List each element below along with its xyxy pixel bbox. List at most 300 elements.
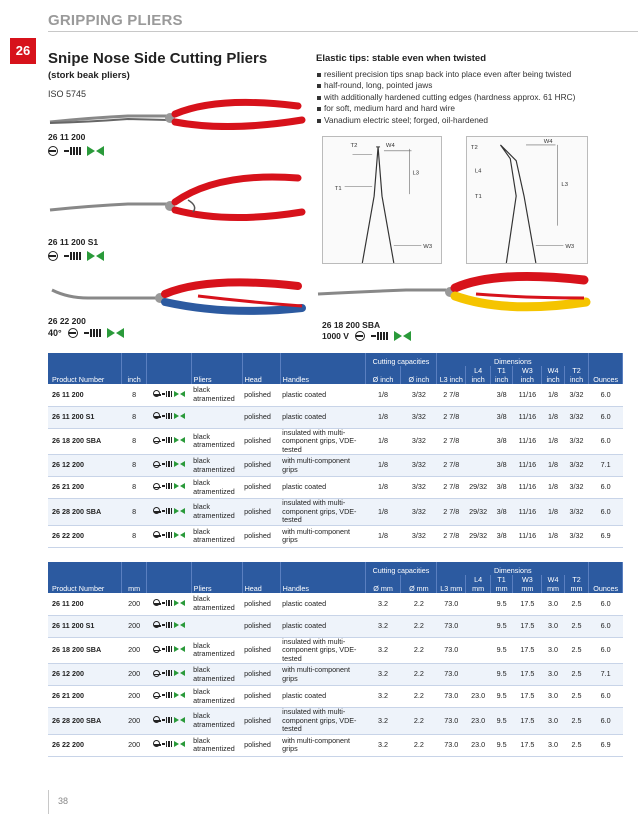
spec-table-mm: [48, 562, 623, 757]
grip-icon: [162, 532, 173, 538]
handle-icon: [174, 646, 185, 652]
cell-l3: 2 7/8: [437, 455, 466, 477]
cell-pliers: black atramentized: [191, 455, 242, 477]
handle-icon: [174, 483, 185, 489]
cell-w3: 17.5: [513, 734, 542, 756]
cell-l3: 73.0: [437, 664, 466, 686]
cell-head: polished: [242, 593, 280, 615]
col-icons: [146, 353, 191, 384]
cell-w4: 3.0: [542, 637, 564, 664]
cell-handles: plastic coated: [280, 384, 365, 406]
col-head: Head: [242, 353, 280, 384]
cell-pliers: black atramentized: [191, 428, 242, 455]
cell-c1: 1/8: [365, 384, 401, 406]
feature-item: for soft, medium hard and hard wire: [316, 103, 616, 114]
product-title: Snipe Nose Side Cutting Pliers: [48, 50, 268, 67]
cell-handles: with multi-component grips: [280, 734, 365, 756]
cell-icons: [146, 428, 191, 455]
cell-t1: 3/8: [490, 499, 512, 526]
cell-t2: 3/32: [564, 455, 589, 477]
handle-icon: [174, 437, 185, 443]
grip-icon: [162, 437, 173, 443]
cell-len: 8: [122, 455, 147, 477]
cell-t1: 9.5: [490, 615, 512, 637]
cell-l4: 29/32: [466, 477, 491, 499]
feature-item: half-round, long, pointed jaws: [316, 80, 616, 91]
handle-icon: [174, 717, 185, 723]
col-cutting: Cutting capacities: [365, 353, 437, 366]
cutter-icon: [153, 531, 160, 538]
cell-handles: with multi-component grips: [280, 664, 365, 686]
cell-pliers: black atramentized: [191, 477, 242, 499]
cell-len: 8: [122, 406, 147, 428]
cell-w3: 11/16: [513, 499, 542, 526]
cell-icons: [146, 525, 191, 547]
table-row: [48, 384, 623, 406]
handle-icon: [174, 600, 185, 606]
cell-wt: 6.0: [589, 499, 623, 526]
product-standard: ISO 5745: [48, 89, 87, 99]
cell-t2: 3/32: [564, 384, 589, 406]
cell-l3: 2 7/8: [437, 406, 466, 428]
cell-c2: 3/32: [401, 406, 437, 428]
col-l3: L3 mm: [437, 575, 466, 593]
cell-w4: 3.0: [542, 593, 564, 615]
cell-l4: 23.0: [466, 734, 491, 756]
cell-wt: 6.0: [589, 428, 623, 455]
row-icons: [153, 483, 186, 490]
model-icons: [322, 331, 411, 341]
cell-pn: 26 22 200: [48, 734, 122, 756]
grip-icon: [84, 329, 101, 337]
cell-head: polished: [242, 477, 280, 499]
cell-l3: 73.0: [437, 637, 466, 664]
cutter-icon: [48, 146, 58, 156]
cell-c1: 3.2: [365, 637, 401, 664]
cell-pn: 26 21 200: [48, 477, 122, 499]
cell-wt: 6.0: [589, 384, 623, 406]
cell-w3: 17.5: [513, 708, 542, 735]
cell-c2: 2.2: [401, 593, 437, 615]
handle-icon: [174, 461, 185, 467]
features-title: Elastic tips: stable even when twisted: [316, 53, 486, 64]
feature-item: with additionally hardened cutting edges (hardness approx. 61 HRC): [316, 92, 616, 103]
cell-w3: 11/16: [513, 406, 542, 428]
cell-len: 8: [122, 384, 147, 406]
cell-c2: 3/32: [401, 384, 437, 406]
cell-wt: 7.1: [589, 455, 623, 477]
cell-w4: 3.0: [542, 615, 564, 637]
cell-l3: 2 7/8: [437, 477, 466, 499]
handle-icon: [174, 670, 185, 676]
cell-pliers: black atramentized: [191, 384, 242, 406]
cell-pn: 26 28 200 SBA: [48, 499, 122, 526]
cell-l3: 2 7/8: [437, 428, 466, 455]
dim-label: T1: [334, 186, 342, 193]
cell-pn: 26 11 200 S1: [48, 406, 122, 428]
row-icons: [153, 646, 186, 653]
table-row: [48, 593, 623, 615]
cell-icons: [146, 708, 191, 735]
cell-w3: 17.5: [513, 593, 542, 615]
cell-c2: 3/32: [401, 428, 437, 455]
cutter-icon: [153, 507, 160, 514]
section-title: GRIPPING PLIERS: [48, 12, 183, 29]
cell-pliers: black atramentized: [191, 593, 242, 615]
cell-head: polished: [242, 664, 280, 686]
cell-w4: 3.0: [542, 708, 564, 735]
cell-pn: 26 18 200 SBA: [48, 637, 122, 664]
cell-w4: 3.0: [542, 734, 564, 756]
cell-t2: 3/32: [564, 428, 589, 455]
dim-label: T2: [470, 144, 478, 151]
row-icons: [153, 599, 186, 606]
cell-t1: 3/8: [490, 406, 512, 428]
cell-len: 8: [122, 499, 147, 526]
cell-pn: 26 22 200: [48, 525, 122, 547]
cell-l3: 73.0: [437, 593, 466, 615]
grip-icon: [162, 508, 173, 514]
cell-w4: 1/8: [542, 525, 564, 547]
cell-handles: insulated with multi-component grips, VDE-tested: [280, 428, 365, 455]
col-head: Head: [242, 562, 280, 593]
cell-t2: 3/32: [564, 477, 589, 499]
grip-icon: [64, 252, 81, 260]
cell-c2: 3/32: [401, 525, 437, 547]
cell-w3: 17.5: [513, 664, 542, 686]
cell-c1: 1/8: [365, 477, 401, 499]
grip-icon: [371, 332, 388, 340]
row-icons: [153, 461, 186, 468]
cell-l4: [466, 593, 491, 615]
cell-c1: 3.2: [365, 686, 401, 708]
cell-c2: 3/32: [401, 499, 437, 526]
cell-icons: [146, 499, 191, 526]
col-pliers: Pliers: [191, 562, 242, 593]
grip-icon: [162, 692, 173, 698]
plier-image-26-11-200: [48, 92, 310, 130]
cell-c1: 1/8: [365, 406, 401, 428]
dim-label: L4: [474, 168, 482, 175]
cutter-icon: [153, 716, 160, 723]
cell-handles: with multi-component grips: [280, 525, 365, 547]
col-cut1: Ø inch: [365, 366, 401, 384]
cell-handles: plastic coated: [280, 477, 365, 499]
col-pliers: Pliers: [191, 353, 242, 384]
cell-c2: 3/32: [401, 455, 437, 477]
row-icons: [153, 531, 186, 538]
cutter-icon: [153, 437, 160, 444]
cell-l3: 73.0: [437, 734, 466, 756]
cell-t2: 2.5: [564, 637, 589, 664]
cell-t2: 3/32: [564, 406, 589, 428]
model-label: 26 11 200: [48, 132, 86, 142]
cell-pliers: black atramentized: [191, 686, 242, 708]
cell-pn: 26 12 200: [48, 455, 122, 477]
cell-l3: 73.0: [437, 708, 466, 735]
dim-label: W4: [543, 138, 553, 145]
cell-l4: 29/32: [466, 499, 491, 526]
cell-l4: [466, 637, 491, 664]
cutter-icon: [153, 670, 160, 677]
angle-icon: 40°: [48, 328, 62, 338]
handle-icon: [174, 622, 185, 628]
dimension-diagram-bent: [466, 136, 588, 264]
cutter-icon: [153, 390, 160, 397]
model-icons: [48, 328, 124, 338]
features-list: [316, 69, 616, 126]
col-dimensions: Dimensions: [437, 562, 589, 575]
page-number: 38: [58, 796, 69, 806]
cell-len: 200: [122, 637, 147, 664]
cell-w4: 1/8: [542, 455, 564, 477]
cell-t1: 3/8: [490, 455, 512, 477]
spec-table-inch: [48, 353, 623, 548]
cell-t1: 3/8: [490, 477, 512, 499]
model-icons: [48, 146, 104, 156]
cell-handles: insulated with multi-component grips, VDE-tested: [280, 499, 365, 526]
cell-pliers: black atramentized: [191, 637, 242, 664]
cell-l4: [466, 664, 491, 686]
grip-icon: [64, 147, 81, 155]
handle-icon: [174, 741, 185, 747]
cell-icons: [146, 637, 191, 664]
handle-icon: [174, 532, 185, 538]
table-row: [48, 477, 623, 499]
cell-c1: 3.2: [365, 615, 401, 637]
cell-handles: insulated with multi-component grips, VDE-tested: [280, 637, 365, 664]
cell-l4: [466, 615, 491, 637]
cell-c1: 1/8: [365, 428, 401, 455]
dim-label: T2: [350, 142, 358, 149]
cell-t2: 2.5: [564, 708, 589, 735]
cell-w3: 17.5: [513, 686, 542, 708]
cell-wt: 6.0: [589, 686, 623, 708]
model-icons: [48, 251, 104, 261]
cell-t1: 9.5: [490, 637, 512, 664]
cell-t1: 3/8: [490, 428, 512, 455]
cell-len: 200: [122, 615, 147, 637]
cell-l4: 29/32: [466, 525, 491, 547]
cell-icons: [146, 615, 191, 637]
cell-t1: 3/8: [490, 384, 512, 406]
product-subtitle: (stork beak pliers): [48, 70, 130, 81]
cell-c1: 3.2: [365, 734, 401, 756]
col-dimensions: Dimensions: [437, 353, 589, 366]
cell-pliers: [191, 406, 242, 428]
cell-wt: 7.1: [589, 664, 623, 686]
cell-t1: 9.5: [490, 593, 512, 615]
col-length: inch: [122, 353, 147, 384]
col-l3: L3 inch: [437, 366, 466, 384]
handle-icon: [87, 251, 104, 261]
cell-len: 200: [122, 664, 147, 686]
cell-l4: [466, 384, 491, 406]
cell-icons: [146, 686, 191, 708]
cell-w4: 1/8: [542, 477, 564, 499]
cell-t2: 2.5: [564, 664, 589, 686]
table-row: [48, 734, 623, 756]
cell-handles: insulated with multi-component grips, VDE-tested: [280, 708, 365, 735]
cell-c1: 1/8: [365, 499, 401, 526]
row-icons: [153, 670, 186, 677]
cell-wt: 6.0: [589, 615, 623, 637]
cutter-icon: [153, 692, 160, 699]
cell-pn: 26 12 200: [48, 664, 122, 686]
plier-image-26-11-200-s1: [48, 168, 310, 226]
cell-pliers: black atramentized: [191, 708, 242, 735]
cell-pliers: [191, 615, 242, 637]
grip-icon: [162, 646, 173, 652]
row-icons: [153, 437, 186, 444]
dim-label: W3: [565, 244, 575, 251]
cell-c1: 3.2: [365, 664, 401, 686]
cell-t2: 3/32: [564, 525, 589, 547]
cell-l4: 23.0: [466, 686, 491, 708]
grip-icon: [162, 600, 173, 606]
col-product: Product Number: [48, 353, 122, 384]
cell-handles: plastic coated: [280, 593, 365, 615]
cell-t2: 2.5: [564, 593, 589, 615]
col-handles: Handles: [280, 353, 365, 384]
col-l4: L4 inch: [466, 366, 491, 384]
col-t1: T1 inch: [490, 366, 512, 384]
cell-pn: 26 11 200: [48, 384, 122, 406]
cell-wt: 6.9: [589, 525, 623, 547]
cell-head: polished: [242, 499, 280, 526]
cell-l3: 2 7/8: [437, 525, 466, 547]
cell-w3: 11/16: [513, 477, 542, 499]
cell-handles: plastic coated: [280, 686, 365, 708]
row-icons: [153, 621, 186, 628]
dim-label: W4: [385, 142, 395, 149]
model-label: 26 22 200: [48, 316, 86, 326]
cell-t1: 9.5: [490, 734, 512, 756]
cutter-icon: [153, 412, 160, 419]
cell-handles: plastic coated: [280, 615, 365, 637]
handle-icon: [107, 328, 124, 338]
dim-label: L3: [561, 182, 568, 189]
cell-c2: 2.2: [401, 615, 437, 637]
table-row: [48, 686, 623, 708]
cell-head: polished: [242, 708, 280, 735]
cutter-icon: [153, 740, 160, 747]
cell-t1: 3/8: [490, 525, 512, 547]
cell-pliers: black atramentized: [191, 664, 242, 686]
cell-pn: 26 11 200: [48, 593, 122, 615]
col-w4: W4 inch: [542, 366, 564, 384]
dimension-diagram-straight: [322, 136, 442, 264]
cell-w4: 1/8: [542, 406, 564, 428]
cell-c1: 3.2: [365, 708, 401, 735]
dim-label: L3: [412, 170, 420, 177]
cell-l3: 73.0: [437, 686, 466, 708]
cell-head: polished: [242, 615, 280, 637]
cell-c2: 3/32: [401, 477, 437, 499]
cell-w4: 1/8: [542, 428, 564, 455]
handle-icon: [87, 146, 104, 156]
cell-t1: 9.5: [490, 708, 512, 735]
col-cutting: Cutting capacities: [365, 562, 437, 575]
col-t2: T2 inch: [564, 366, 589, 384]
cell-head: polished: [242, 637, 280, 664]
col-weight: Ounces: [589, 353, 623, 384]
feature-item: resilient precision tips snap back into place even after being twisted: [316, 69, 616, 80]
col-length: mm: [122, 562, 147, 593]
row-icons: [153, 740, 186, 747]
grip-icon: [162, 717, 173, 723]
grip-icon: [162, 391, 173, 397]
feature-item: Vanadium electric steel; forged, oil-hardened: [316, 115, 616, 126]
footer-divider: [48, 790, 49, 814]
cell-w3: 17.5: [513, 615, 542, 637]
col-cut1: Ø mm: [365, 575, 401, 593]
grip-icon: [162, 461, 173, 467]
cutter-icon: [153, 461, 160, 468]
cell-l4: 23.0: [466, 708, 491, 735]
table-row: [48, 428, 623, 455]
col-w3: W3 mm: [513, 575, 542, 593]
col-cut2: Ø inch: [401, 366, 437, 384]
table-row: [48, 637, 623, 664]
cell-t1: 9.5: [490, 664, 512, 686]
handle-icon: [174, 391, 185, 397]
table-row: [48, 525, 623, 547]
cutter-icon: [153, 621, 160, 628]
cell-icons: [146, 406, 191, 428]
handle-icon: [174, 413, 185, 419]
plier-image-26-22-200: [48, 268, 310, 318]
model-label: 26 18 200 SBA: [322, 320, 381, 330]
cell-head: polished: [242, 686, 280, 708]
col-cut2: Ø mm: [401, 575, 437, 593]
grip-icon: [162, 670, 173, 676]
cell-c1: 1/8: [365, 525, 401, 547]
cell-len: 200: [122, 593, 147, 615]
cell-wt: 6.0: [589, 406, 623, 428]
table-row: [48, 499, 623, 526]
cell-wt: 6.0: [589, 708, 623, 735]
cell-c2: 2.2: [401, 708, 437, 735]
chapter-tab: 26: [10, 38, 36, 64]
cell-head: polished: [242, 455, 280, 477]
grip-icon: [162, 483, 173, 489]
cell-icons: [146, 734, 191, 756]
cell-pn: 26 28 200 SBA: [48, 708, 122, 735]
cell-icons: [146, 384, 191, 406]
cell-head: polished: [242, 406, 280, 428]
row-icons: [153, 692, 186, 699]
cutter-icon: [48, 251, 58, 261]
cell-pliers: black atramentized: [191, 734, 242, 756]
cell-c2: 2.2: [401, 637, 437, 664]
grip-icon: [162, 741, 173, 747]
col-handles: Handles: [280, 562, 365, 593]
cell-l4: [466, 428, 491, 455]
cell-c1: 1/8: [365, 455, 401, 477]
cell-l3: 2 7/8: [437, 499, 466, 526]
cutter-icon: [153, 599, 160, 606]
cell-c1: 3.2: [365, 593, 401, 615]
cell-len: 200: [122, 686, 147, 708]
cell-l3: 73.0: [437, 615, 466, 637]
cell-pliers: black atramentized: [191, 499, 242, 526]
cell-pn: 26 11 200 S1: [48, 615, 122, 637]
cell-wt: 6.9: [589, 734, 623, 756]
row-icons: [153, 390, 186, 397]
row-icons: [153, 507, 186, 514]
cutter-icon: [68, 328, 78, 338]
